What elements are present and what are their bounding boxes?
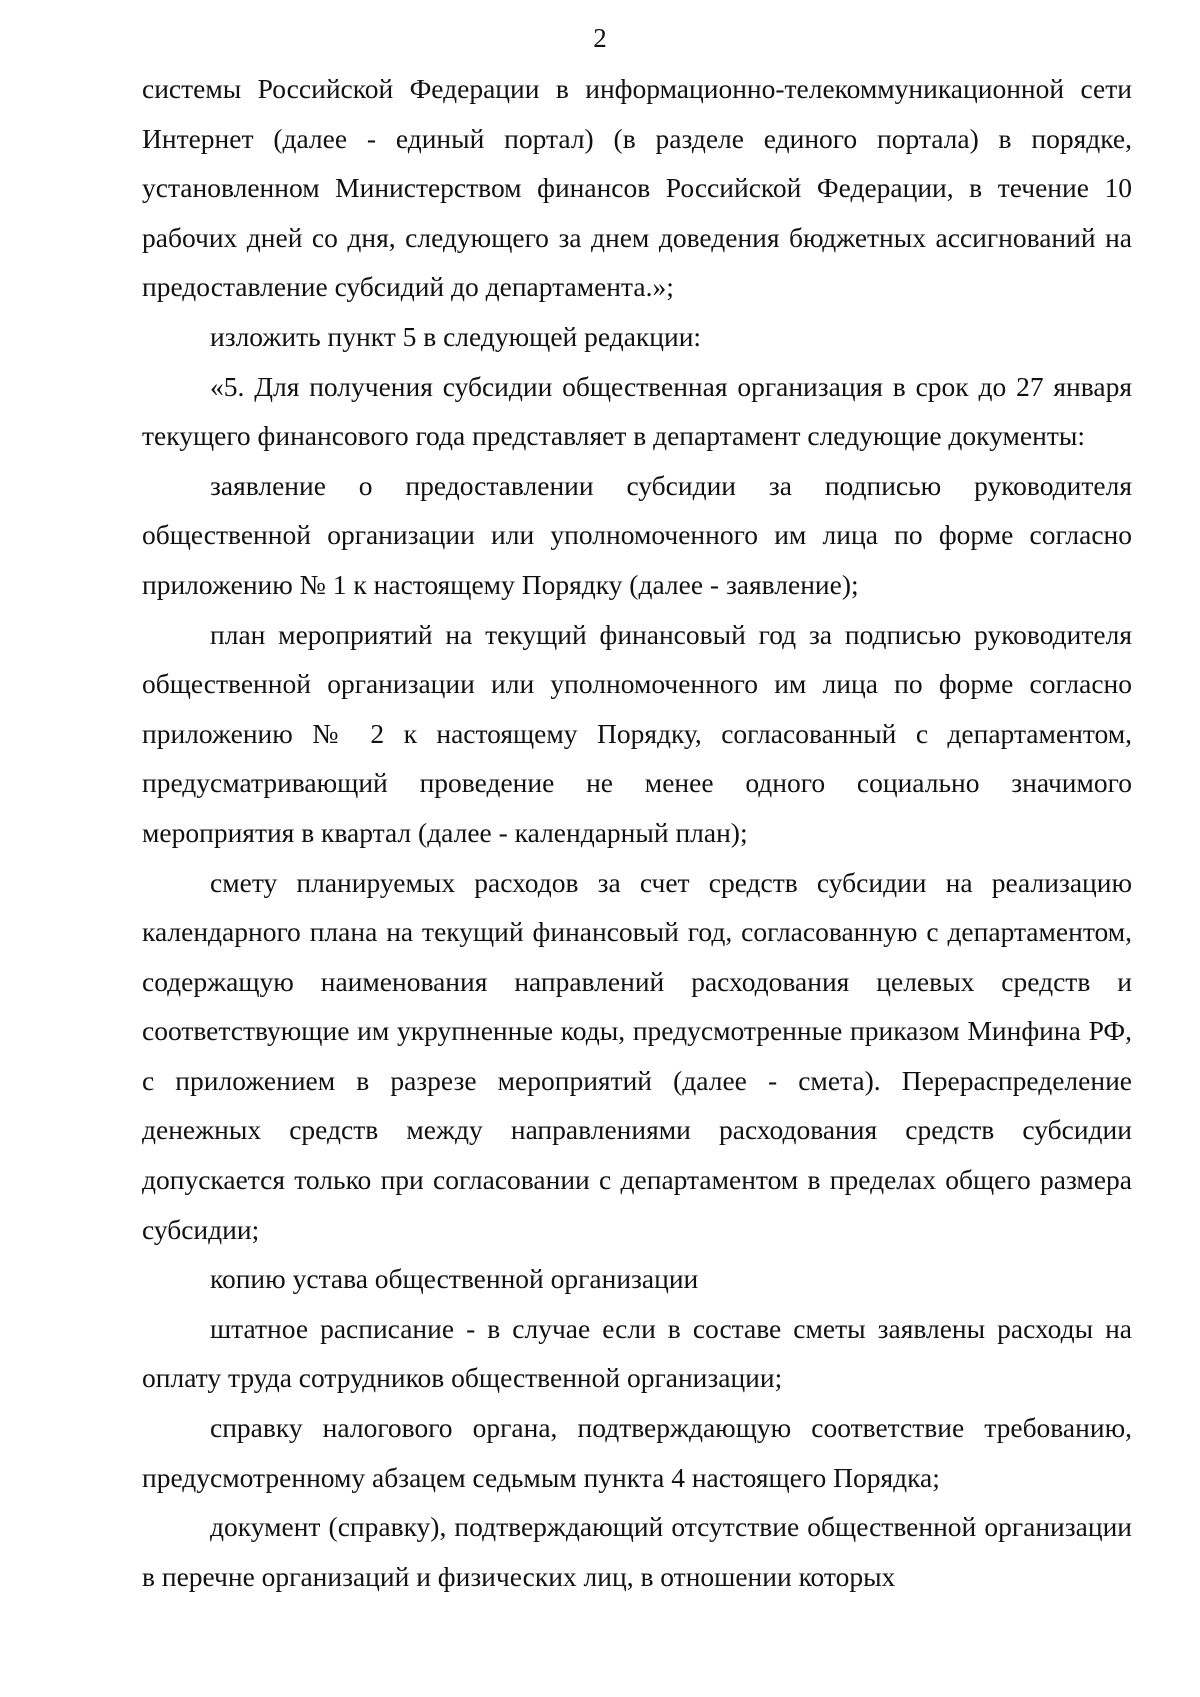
document-body: [142, 64, 1132, 1601]
paragraph-application: заявление о предоставлении субсидии за подписью руководителя общественной организации или уполномоченного им лица по форме согласно приложению № 1 к настоящему Порядку (далее - заявление);: [142, 469, 1132, 600]
paragraph-portal-continuation: системы Российской Федерации в информационно-телекоммуникационной сети Интернет (далее - единый портал) (в разделе единого портала) в порядке, установленном Министерством финансов Российской Федерации, в течение 10 рабочих дней со дня, следующего за днем доведения бюджетных ассигнований на предоставление субсидий до департамента.»;: [142, 73, 1132, 303]
paragraph-charter-copy: копию устава общественной организации: [210, 1263, 699, 1295]
paragraph-staff-schedule: штатное расписание - в случае если в составе сметы заявлены расходы на оплату труда сотрудников общественной организации;: [142, 1312, 1132, 1394]
paragraph-event-plan: план мероприятий на текущий финансовый год за подписью руководителя общественной организации или уполномоченного им лица по форме согласно приложению № 2 к настоящему Порядку, согласованный с департаментом, предусматривающий проведение не менее одного социально значимого мероприятия в квартал (далее - календарный план);: [142, 618, 1132, 848]
paragraph-point-5: «5. Для получения субсидии общественная организация в срок до 27 января текущего финансового года представляет в департамент следующие документы:: [142, 370, 1132, 452]
paragraph-absence-document: документ (справку), подтверждающий отсутствие общественной организации в перечне организаций и физических лиц, в отношении которых: [142, 1511, 1132, 1592]
page-number: 2: [593, 23, 607, 53]
paragraph-tax-certificate: справку налогового органа, подтверждающую соответствие требованию, предусмотренному абзацем седьмым пункта 4 настоящего Порядка;: [142, 1412, 1132, 1493]
paragraph-amend-point-5: изложить пункт 5 в следующей редакции:: [210, 320, 702, 352]
paragraph-estimate: смету планируемых расходов за счет средств субсидии на реализацию календарного плана на текущий финансовый год, согласованную с департаментом, содержащую наименования направлений расходования целевых средств и соответствующие им укрупненные коды, предусмотренные приказом Минфина РФ, с приложением в разрезе мероприятий (далее - смета). Перераспределение денежных средств между направлениями расходования средств субсидии допускается только при согласовании с департаментом в пределах общего размера субсидии;: [142, 866, 1132, 1245]
